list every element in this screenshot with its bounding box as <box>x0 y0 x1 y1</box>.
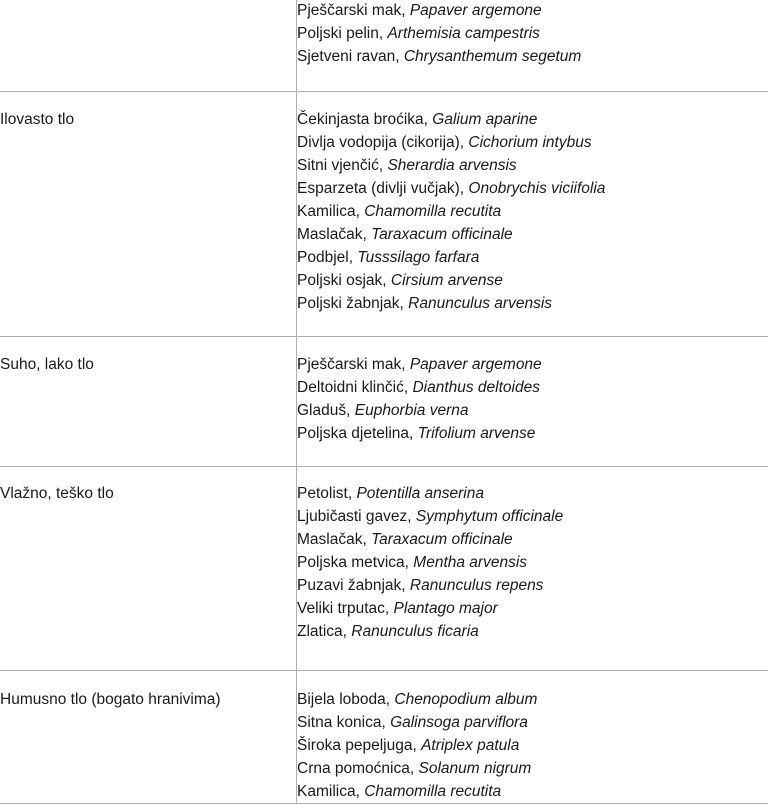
plant-common-name: Poljski žabnjak, <box>297 295 408 312</box>
plant-common-name: Veliki trputac, <box>297 600 394 617</box>
plant-entry <box>297 292 768 315</box>
plant-latin-name: Sherardia arvensis <box>387 157 516 174</box>
plant-common-name: Esparzeta (divlji vučjak), <box>297 180 468 197</box>
plant-entry <box>297 154 768 177</box>
plant-common-name: Crna pomoćnica, <box>297 760 418 777</box>
soil-type-label: Suho, lako tlo <box>0 353 296 376</box>
plant-entry <box>297 711 768 734</box>
plant-latin-name: Chenopodium album <box>394 691 537 708</box>
table-row <box>0 467 768 671</box>
plant-entry <box>297 574 768 597</box>
plant-latin-name: Ranunculus repens <box>410 577 544 594</box>
plant-common-name: Maslačak, <box>297 226 371 243</box>
plant-latin-name: Euphorbia verna <box>355 402 469 419</box>
plant-common-name: Puzavi žabnjak, <box>297 577 410 594</box>
soil-type-cell <box>0 467 297 671</box>
soil-type-cell <box>0 671 297 804</box>
plant-common-name: Divlja vodopija (cikorija), <box>297 134 468 151</box>
plant-entry <box>297 177 768 200</box>
plant-common-name: Deltoidni klinčić, <box>297 379 412 396</box>
plant-latin-name: Dianthus deltoides <box>412 379 540 396</box>
plant-latin-name: Papaver argemone <box>410 356 542 373</box>
plant-latin-name: Potentilla anserina <box>356 485 484 502</box>
plant-common-name: Petolist, <box>297 485 356 502</box>
plant-latin-name: Atriplex patula <box>421 737 519 754</box>
plant-latin-name: Ranunculus ficaria <box>351 623 479 640</box>
plant-entry <box>297 200 768 223</box>
plants-cell <box>297 337 768 467</box>
plant-entry <box>297 688 768 711</box>
plant-entry <box>297 551 768 574</box>
table-row <box>0 337 768 467</box>
plant-common-name: Sitna konica, <box>297 714 390 731</box>
plant-entry <box>297 376 768 399</box>
plant-common-name: Pješčarski mak, <box>297 2 410 19</box>
soil-type-cell <box>0 337 297 467</box>
plant-entry <box>297 422 768 445</box>
plant-common-name: Maslačak, <box>297 531 371 548</box>
plants-cell <box>297 467 768 671</box>
plant-common-name: Pješčarski mak, <box>297 356 410 373</box>
plant-entry <box>297 22 768 45</box>
plant-latin-name: Mentha arvensis <box>413 554 527 571</box>
plant-latin-name: Chamomilla recutita <box>364 203 501 220</box>
plant-common-name: Kamilica, <box>297 203 364 220</box>
soil-type-cell <box>0 0 297 92</box>
plant-entry <box>297 505 768 528</box>
soil-type-label: Ilovasto tlo <box>0 108 296 131</box>
plant-latin-name: Arthemisia campestris <box>387 25 539 42</box>
plant-common-name: Poljska djetelina, <box>297 425 418 442</box>
plant-latin-name: Chrysanthemum segetum <box>404 48 581 65</box>
plants-cell <box>297 671 768 804</box>
plant-entry <box>297 482 768 505</box>
plant-entry <box>297 620 768 643</box>
plant-common-name: Čekinjasta broćika, <box>297 111 432 128</box>
plant-latin-name: Taraxacum officinale <box>371 531 513 548</box>
plant-common-name: Kamilica, <box>297 783 364 800</box>
plant-entry <box>297 734 768 757</box>
plant-entry <box>297 597 768 620</box>
table-row <box>0 92 768 337</box>
plant-entry <box>297 108 768 131</box>
plant-entry <box>297 131 768 154</box>
plant-entry <box>297 399 768 422</box>
plant-entry <box>297 353 768 376</box>
plant-common-name: Gladuš, <box>297 402 355 419</box>
plant-latin-name: Taraxacum officinale <box>371 226 513 243</box>
plant-entry <box>297 0 768 22</box>
plant-common-name: Poljski osjak, <box>297 272 391 289</box>
plant-common-name: Ljubičasti gavez, <box>297 508 416 525</box>
plant-latin-name: Galium aparine <box>432 111 537 128</box>
plant-entry <box>297 246 768 269</box>
plant-latin-name: Solanum nigrum <box>418 760 531 777</box>
plant-common-name: Zlatica, <box>297 623 351 640</box>
plant-common-name: Bijela loboda, <box>297 691 394 708</box>
plant-latin-name: Trifolium arvense <box>418 425 536 442</box>
plant-common-name: Poljska metvica, <box>297 554 413 571</box>
plant-latin-name: Tusssilago farfara <box>357 249 479 266</box>
plant-latin-name: Cirsium arvense <box>391 272 503 289</box>
plant-entry <box>297 45 768 68</box>
plant-latin-name: Cichorium intybus <box>468 134 591 151</box>
plant-common-name: Podbjel, <box>297 249 357 266</box>
plant-entry <box>297 757 768 780</box>
plant-entry <box>297 780 768 803</box>
plant-latin-name: Plantago major <box>394 600 498 617</box>
plant-latin-name: Onobrychis viciifolia <box>468 180 605 197</box>
plant-latin-name: Chamomilla recutita <box>364 783 501 800</box>
plant-common-name: Široka pepeljuga, <box>297 737 421 754</box>
plant-common-name: Sjetveni ravan, <box>297 48 404 65</box>
plant-latin-name: Ranunculus arvensis <box>408 295 552 312</box>
plant-latin-name: Galinsoga parviflora <box>390 714 528 731</box>
plants-cell <box>297 92 768 337</box>
soil-type-label: Vlažno, teško tlo <box>0 482 296 505</box>
soil-type-label: Humusno tlo (bogato hranivima) <box>0 688 296 711</box>
plant-entry <box>297 223 768 246</box>
plant-latin-name: Papaver argemone <box>410 2 542 19</box>
table-row <box>0 0 768 92</box>
plant-common-name: Sitni vjenčić, <box>297 157 387 174</box>
plant-entry <box>297 269 768 292</box>
plant-common-name: Poljski pelin, <box>297 25 387 42</box>
plant-latin-name: Symphytum officinale <box>416 508 563 525</box>
table-row <box>0 671 768 804</box>
plant-entry <box>297 528 768 551</box>
plants-cell <box>297 0 768 92</box>
soil-type-cell <box>0 92 297 337</box>
